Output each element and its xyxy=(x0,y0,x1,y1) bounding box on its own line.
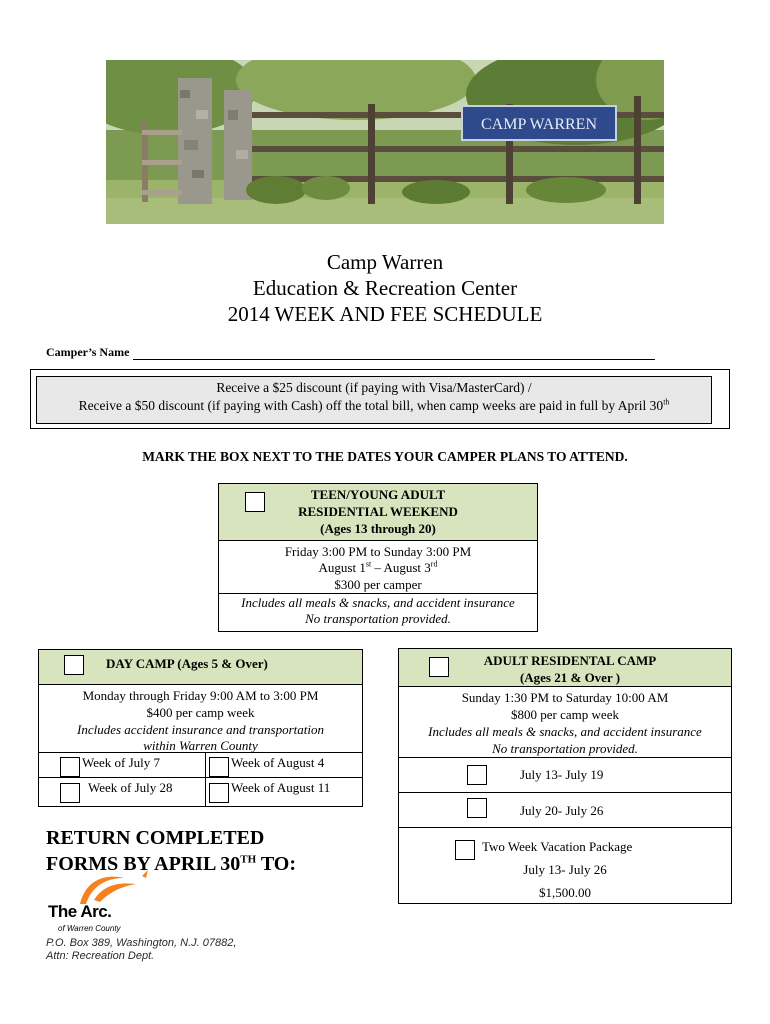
day-camp-title: DAY CAMP (Ages 5 & Over) xyxy=(106,656,268,671)
title-center-name: Education & Recreation Center xyxy=(252,276,518,300)
divider xyxy=(399,792,731,793)
adult-camp-checkbox[interactable] xyxy=(429,657,449,677)
address-line-1: P.O. Box 389, Washington, N.J. 07882, xyxy=(46,937,237,949)
two-week-package-dates: July 13- July 26 xyxy=(523,862,607,877)
adult-transport: No transportation provided. xyxy=(492,741,638,756)
divider xyxy=(205,752,206,806)
divider xyxy=(39,752,362,753)
adult-week-2-checkbox[interactable] xyxy=(467,798,487,818)
adult-week-1-checkbox[interactable] xyxy=(467,765,487,785)
teen-price: $300 per camper xyxy=(334,577,422,592)
return-heading-1: RETURN COMPLETED xyxy=(46,827,265,849)
teen-transport: No transportation provided. xyxy=(305,611,451,626)
adult-price: $800 per camp week xyxy=(511,707,619,722)
adult-week-1-label: July 13- July 19 xyxy=(520,767,604,782)
week-july-7-checkbox[interactable] xyxy=(60,757,80,777)
adult-week-2-label: July 20- July 26 xyxy=(520,803,604,818)
divider xyxy=(399,757,731,758)
the-arc-logo xyxy=(46,870,166,940)
discount-cash-text: Receive a $50 discount (if paying with Cash) off the total bill, when camp weeks are paid in full by April 30th xyxy=(78,397,670,413)
teen-dates: August 1st – August 3rd xyxy=(318,559,438,575)
return-heading-2: FORMS BY APRIL 30TH TO: xyxy=(46,853,297,875)
day-camp-price: $400 per camp week xyxy=(146,705,255,720)
address-line-2: Attn: Recreation Dept. xyxy=(46,950,155,962)
divider xyxy=(399,827,731,828)
teen-title-2: RESIDENTIAL WEEKEND xyxy=(298,504,458,519)
discount-card-text: Receive a $25 discount (if paying with Visa/MasterCard) / xyxy=(216,380,532,395)
week-july-7-label: Week of July 7 xyxy=(82,755,161,770)
teen-time: Friday 3:00 PM to Sunday 3:00 PM xyxy=(284,544,472,559)
camp-entrance-photo xyxy=(106,60,664,224)
adult-includes: Includes all meals & snacks, and accident insurance xyxy=(428,724,702,739)
two-week-package-checkbox[interactable] xyxy=(455,840,475,860)
week-august-4-checkbox[interactable] xyxy=(209,757,229,777)
camper-name-field[interactable] xyxy=(46,345,655,360)
camper-name-label: Camper’s Name xyxy=(46,345,130,359)
week-august-11-checkbox[interactable] xyxy=(209,783,229,803)
week-july-28-checkbox[interactable] xyxy=(60,783,80,803)
week-july-28-label: Week of July 28 xyxy=(88,780,173,795)
adult-title-2: (Ages 21 & Over ) xyxy=(519,670,621,685)
day-camp-includes-2: within Warren County xyxy=(143,738,258,753)
instruction-heading: MARK THE BOX NEXT TO THE DATES YOUR CAMPER PLANS TO ATTEND. xyxy=(142,449,628,464)
camp-sign-text: CAMP WARREN xyxy=(480,116,598,133)
two-week-package-price: $1,500.00 xyxy=(539,885,591,900)
title-schedule: 2014 WEEK AND FEE SCHEDULE xyxy=(227,302,543,326)
two-week-package-label: Two Week Vacation Package xyxy=(482,839,633,854)
teen-weekend-checkbox[interactable] xyxy=(245,492,265,512)
week-august-11-label: Week of August 11 xyxy=(231,780,331,795)
day-camp-time: Monday through Friday 9:00 AM to 3:00 PM xyxy=(82,688,319,703)
adult-title-1: ADULT RESIDENTAL CAMP xyxy=(483,653,657,668)
arc-logo-name: The Arc. xyxy=(48,902,112,921)
adult-time: Sunday 1:30 PM to Saturday 10:00 AM xyxy=(461,690,669,705)
week-august-4-label: Week of August 4 xyxy=(231,755,325,770)
teen-includes: Includes all meals & snacks, and accident insurance xyxy=(241,595,515,610)
title-camp-name: Camp Warren xyxy=(326,250,444,274)
day-camp-includes-1: Includes accident insurance and transportation xyxy=(77,722,324,737)
day-camp-checkbox[interactable] xyxy=(64,655,84,675)
arc-logo-subtitle: of Warren County xyxy=(58,924,121,933)
divider xyxy=(39,777,362,778)
teen-title-1: TEEN/YOUNG ADULT xyxy=(310,487,446,502)
camper-name-line[interactable] xyxy=(133,347,655,360)
teen-title-3: (Ages 13 through 20) xyxy=(320,521,436,536)
